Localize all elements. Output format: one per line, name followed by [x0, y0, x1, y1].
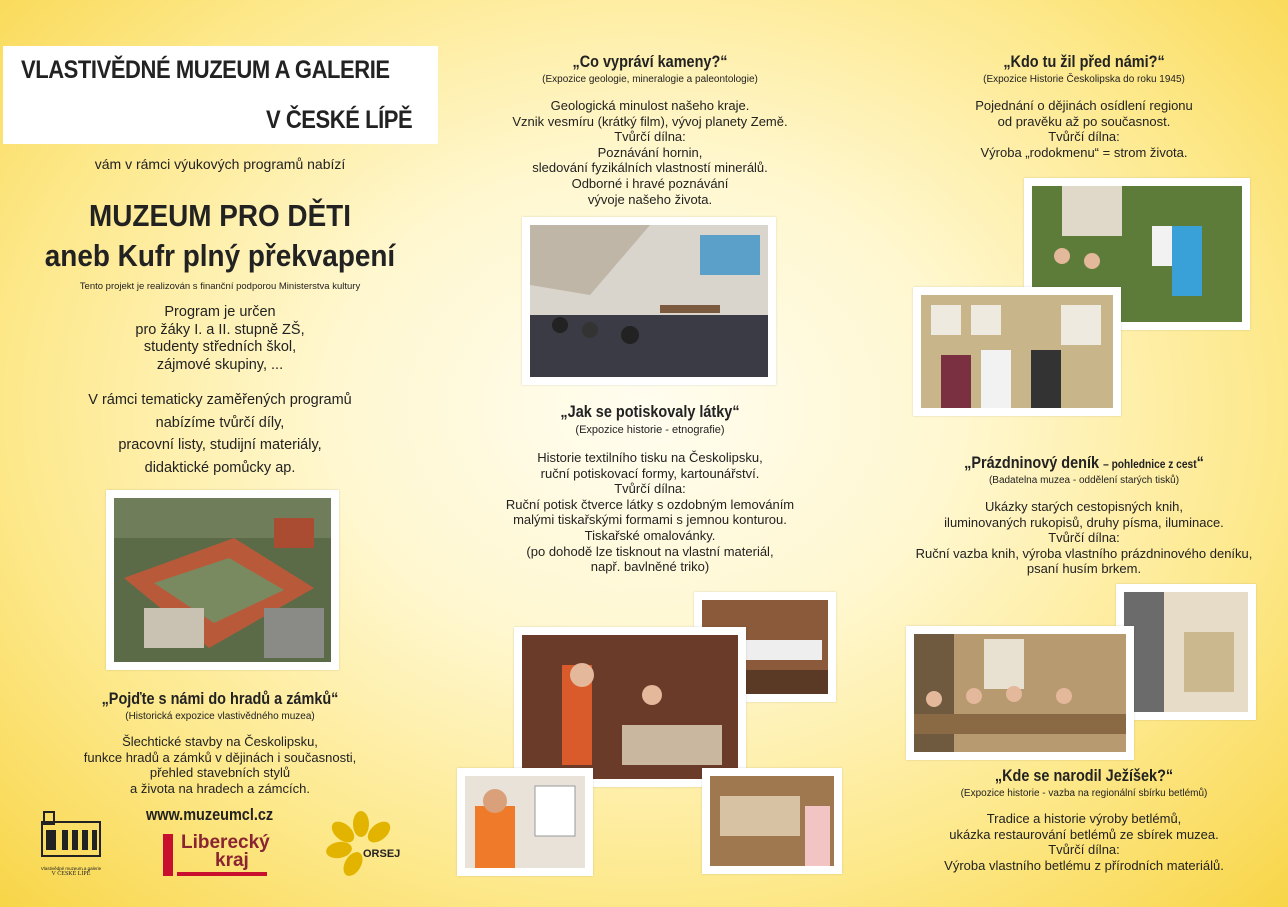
section-kameny-line: Vznik vesmíru (krátký film), vývoj planety Země. — [512, 113, 788, 129]
kameny-photo — [522, 217, 776, 385]
section-denik-title-small: – pohlednice z cest — [1103, 457, 1197, 471]
section-latky — [440, 402, 860, 575]
website-link[interactable]: www.muzeumcl.cz — [146, 805, 274, 824]
section-kameny-subtitle: (Expozice geologie, mineralogie a paleontologie) — [542, 74, 758, 85]
museum-title-line2: V ČESKÉ LÍPĚ — [265, 106, 412, 134]
section-denik-line: Ukázky starých cestopisných knih, — [985, 499, 1183, 514]
section-zil-title: „Kdo tu žil před námi?“ — [1003, 52, 1165, 71]
section-latky-line: Tvůrčí dílna: — [614, 481, 686, 497]
section-hrady-line: funkce hradů a zámků v dějinách i současnosti, — [83, 749, 357, 765]
section-hrady-title: „Pojďte s námi do hradů a zámků“ — [101, 689, 339, 708]
section-denik-title-end: “ — [1196, 453, 1204, 472]
denik-photo-2 — [1116, 584, 1256, 720]
section-kameny-line: Tvůrčí dílna: — [614, 129, 686, 145]
section-latky-line: Ruční potisk čtverce látky s ozdobným lemováním — [505, 496, 795, 512]
section-denik-title-main: „Prázdninový deník — [964, 453, 1100, 472]
section-latky-line: např. bavlněné triko) — [590, 559, 710, 575]
museum-logo-caption1: Vlastivědné muzeum a galerie — [40, 866, 102, 871]
section-zil-line: Pojednání o dějinách osídlení regionu — [975, 98, 1193, 113]
section-latky-line: (po dohodě lze tisknout na vlastní materiál, — [526, 543, 774, 559]
denik-photo-1 — [906, 626, 1134, 760]
section-denik-title — [911, 453, 1258, 473]
program-line: zájmové skupiny, ... — [156, 356, 284, 373]
liberecky-kraj-logo — [161, 832, 271, 878]
section-kameny-title: „Co vypráví kameny?“ — [572, 52, 728, 71]
latky-photo-4 — [702, 768, 842, 874]
section-zil — [880, 52, 1288, 160]
latky-photo-3 — [457, 768, 593, 876]
funding-note: Tento projekt je realizován s finanční podporou Ministerstva kultury — [79, 281, 361, 292]
museum-building-icon — [36, 808, 106, 858]
section-kameny-line: Odborné i hravé poznávání — [571, 175, 729, 191]
section-kameny-line: Geologická minulost našeho kraje. — [550, 98, 750, 113]
offer-line: nabízíme tvůrčí díly, — [155, 414, 285, 431]
section-zil-line: Tvůrčí dílna: — [1048, 129, 1120, 145]
intro-text: vám v rámci výukových programů nabízí — [94, 156, 346, 172]
program-text — [0, 304, 440, 374]
section-jezisek-line: ukázka restaurování betlémů ze sbírek muzea. — [949, 826, 1219, 842]
section-hrady-line: Šlechtické stavby na Českolipsku, — [122, 734, 318, 749]
museum-aerial-photo — [106, 490, 339, 670]
section-hrady-line: a života na hradech a zámcích. — [130, 780, 310, 796]
section-denik-line: psaní husím brkem. — [1026, 561, 1142, 577]
section-latky-line: ruční potiskovací formy, kartounářství. — [540, 465, 760, 481]
section-kameny-line: sledování fyzikálních vlastností minerálů. — [532, 160, 768, 176]
zil-photo-2 — [913, 287, 1121, 416]
section-jezisek-line: Výroba vlastního betlému z přírodních materiálů. — [944, 857, 1224, 873]
section-hrady — [0, 689, 440, 796]
section-zil-subtitle: (Expozice Historie Českolipska do roku 1945) — [983, 74, 1185, 85]
museum-title-line1: VLASTIVĚDNÉ MUZEUM A GALERIE — [21, 56, 390, 84]
orsej-flower-icon — [323, 810, 407, 876]
section-denik — [880, 453, 1288, 577]
section-latky-line: Historie textilního tisku na Českolipsku, — [537, 450, 763, 465]
section-jezisek — [880, 766, 1288, 873]
headline-line2: aneb Kufr plný překvapení — [44, 238, 396, 273]
section-zil-line: Výroba „rodokmenu“ = strom života. — [980, 144, 1188, 160]
section-zil-line: od pravěku až po současnost. — [997, 113, 1171, 129]
section-latky-subtitle: (Expozice historie - etnografie) — [575, 424, 725, 436]
section-latky-title: „Jak se potiskovaly látky“ — [560, 402, 740, 421]
section-denik-line: iluminovaných rukopisů, druhy písma, iluminace. — [944, 514, 1224, 530]
program-line: Program je určen — [164, 304, 276, 320]
latky-photo-1 — [514, 627, 746, 787]
section-kameny-line: vývoje našeho života. — [587, 191, 713, 207]
section-jezisek-line: Tvůrčí dílna: — [1048, 842, 1120, 858]
offer-line: didaktické pomůcky ap. — [144, 459, 296, 476]
program-line: pro žáky I. a II. stupně ZŠ, — [135, 321, 305, 338]
offer-line: pracovní listy, studijní materiály, — [118, 437, 322, 453]
section-latky-line: malými tiskařskými formami s jemnou konturou. — [513, 512, 787, 528]
offer-text — [0, 389, 440, 479]
program-line: studenty středních škol, — [143, 339, 297, 355]
museum-logo — [36, 808, 106, 880]
section-jezisek-line: Tradice a historie výroby betlémů, — [986, 811, 1182, 826]
section-jezisek-subtitle: (Expozice historie - vazba na regionální sbírku betlémů) — [960, 788, 1208, 799]
section-hrady-line: přehled stavebních stylů — [149, 765, 291, 781]
title-box — [3, 46, 438, 144]
section-latky-line: Tiskařské omalovánky. — [584, 527, 716, 543]
section-denik-line: Tvůrčí dílna: — [1048, 530, 1120, 546]
section-denik-subtitle: (Badatelna muzea - oddělení starých tisků) — [988, 475, 1180, 486]
orsej-logo — [323, 810, 407, 876]
section-kameny-line: Poznávání hornin, — [597, 144, 703, 160]
museum-logo-caption2: V ČESKÉ LÍPĚ — [51, 871, 91, 877]
kraj-text: kraj — [215, 850, 249, 871]
headline-line1: MUZEUM PRO DĚTI — [89, 198, 351, 233]
section-jezisek-title: „Kde se narodil Ježíšek?“ — [994, 766, 1174, 785]
section-kameny — [440, 52, 860, 207]
orsej-text: ORSEJ — [363, 848, 401, 860]
section-hrady-subtitle: (Historická expozice vlastivědného muzea) — [125, 711, 315, 722]
liberecky-text: Liberecký — [181, 832, 270, 853]
offer-line: V rámci tematicky zaměřených programů — [88, 392, 352, 408]
section-denik-line: Ruční vazba knih, výroba vlastního prázdninového deníku, — [915, 545, 1253, 561]
